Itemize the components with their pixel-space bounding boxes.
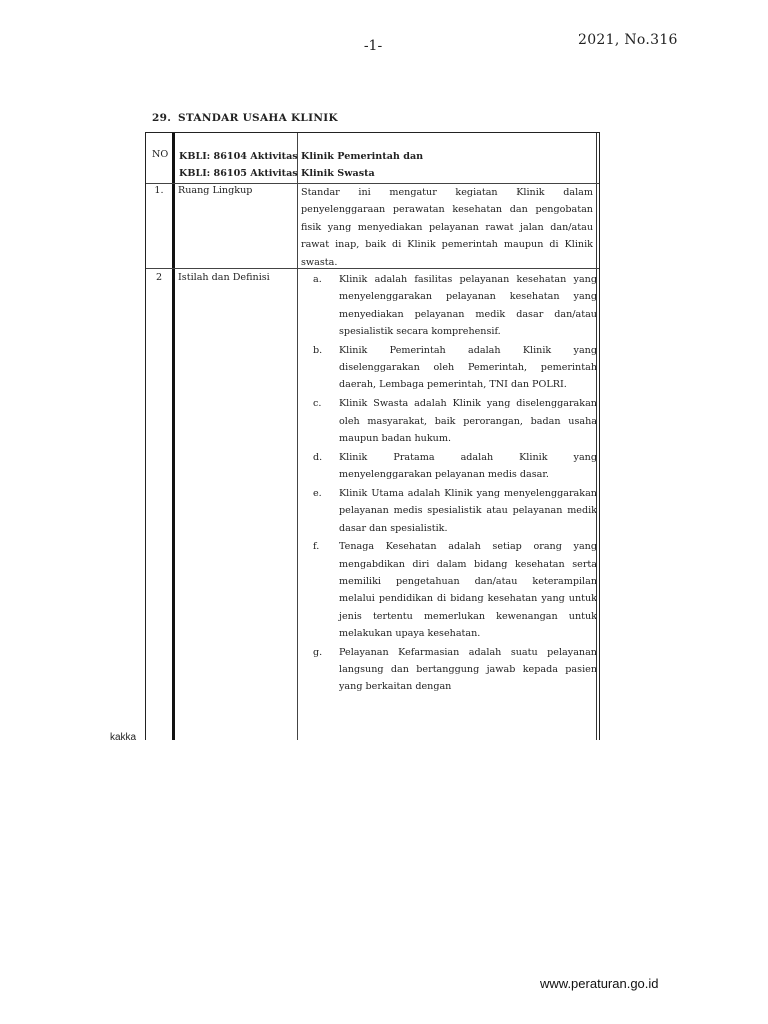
section-title xyxy=(152,112,338,124)
definition-letter: b. xyxy=(313,344,323,356)
section-number: 29. xyxy=(152,112,172,124)
definition-item-g xyxy=(301,644,597,696)
definition-text: Pelayanan Kefarmasian adalah suatu pelayanan langsung dan bertanggung jawab kepada pasien yang berkaitan dengan xyxy=(339,646,597,693)
table-header-no: NO xyxy=(152,149,169,160)
section-title-text: STANDAR USAHA KLINIK xyxy=(178,112,338,124)
table-divider-label xyxy=(297,133,298,740)
definition-item-b xyxy=(301,342,597,394)
definition-letter: a. xyxy=(313,274,322,285)
kbli-line-2: KBLI: 86105 Aktivitas Klinik Swasta xyxy=(179,168,375,179)
document-reference: 2021, No.316 xyxy=(578,32,678,48)
row-2-number: 2 xyxy=(155,272,163,283)
definition-text: Klinik Swasta adalah Klinik yang diselenggarakan oleh masyarakat, baik perorangan, badan usaha maupun badan hukum. xyxy=(339,398,597,444)
definition-item-f xyxy=(301,538,597,642)
table-row-rule xyxy=(146,268,599,269)
row-1-label: Ruang Lingkup xyxy=(178,185,253,196)
margin-marker: kakka xyxy=(110,732,137,743)
definition-text: Klinik adalah fasilitas pelayanan kesehatan yang menyelenggarakan pelayanan kesehatan yang menyediakan pelayanan medik dasar dan/atau spesialistik secara komprehensif. xyxy=(339,274,597,337)
definition-letter: f. xyxy=(313,541,320,553)
table-divider-no xyxy=(172,133,175,740)
definition-item-a xyxy=(301,271,597,340)
page-number: -1- xyxy=(363,38,383,54)
definition-text: Klinik Utama adalah Klinik yang menyelenggarakan pelayanan medis spesialistik atau pelayanan medik dasar dan spesialistik. xyxy=(339,487,597,534)
definition-text: Tenaga Kesehatan adalah setiap orang yang mengabdikan diri dalam bidang kesehatan serta memiliki pengetahuan dan/atau keterampilan melalui pendidikan di bidang kesehatan yang untuk jenis tertentu memerlukan kewenangan untuk melakukan upaya kesehatan. xyxy=(339,541,597,639)
definition-item-e xyxy=(301,485,597,537)
row-1-text: Standar ini mengatur kegiatan Klinik dalam penyelenggaraan perawatan kesehatan dan pengobatan fisik yang menyediakan pelayanan rawat jalan dan/atau rawat inap, baik di Klinik pemerintah maupun di Klinik swasta. xyxy=(301,187,593,268)
definition-item-c xyxy=(301,395,597,447)
definition-text: Klinik Pratama adalah Klinik yang menyelenggarakan pelayanan medis dasar. xyxy=(339,451,597,481)
definition-item-d xyxy=(301,449,597,484)
footer-url[interactable]: www.peraturan.go.id xyxy=(540,976,659,991)
standard-table xyxy=(145,132,600,740)
row-2-label: Istilah dan Definisi xyxy=(178,272,270,283)
row-1-number: 1. xyxy=(154,185,164,196)
kbli-line-1: KBLI: 86104 Aktivitas Klinik Pemerintah dan xyxy=(179,151,424,162)
definition-list xyxy=(301,271,597,697)
definition-text: Klinik Pemerintah adalah Klinik yang diselenggarakan oleh Pemerintah, pemerintah daerah, Lembaga pemerintah, TNI dan POLRI. xyxy=(339,344,597,391)
definition-letter: g. xyxy=(313,646,323,658)
definition-letter: e. xyxy=(313,487,322,499)
table-header-kbli xyxy=(179,148,423,182)
definition-letter: d. xyxy=(313,451,323,463)
definition-letter: c. xyxy=(313,398,322,410)
